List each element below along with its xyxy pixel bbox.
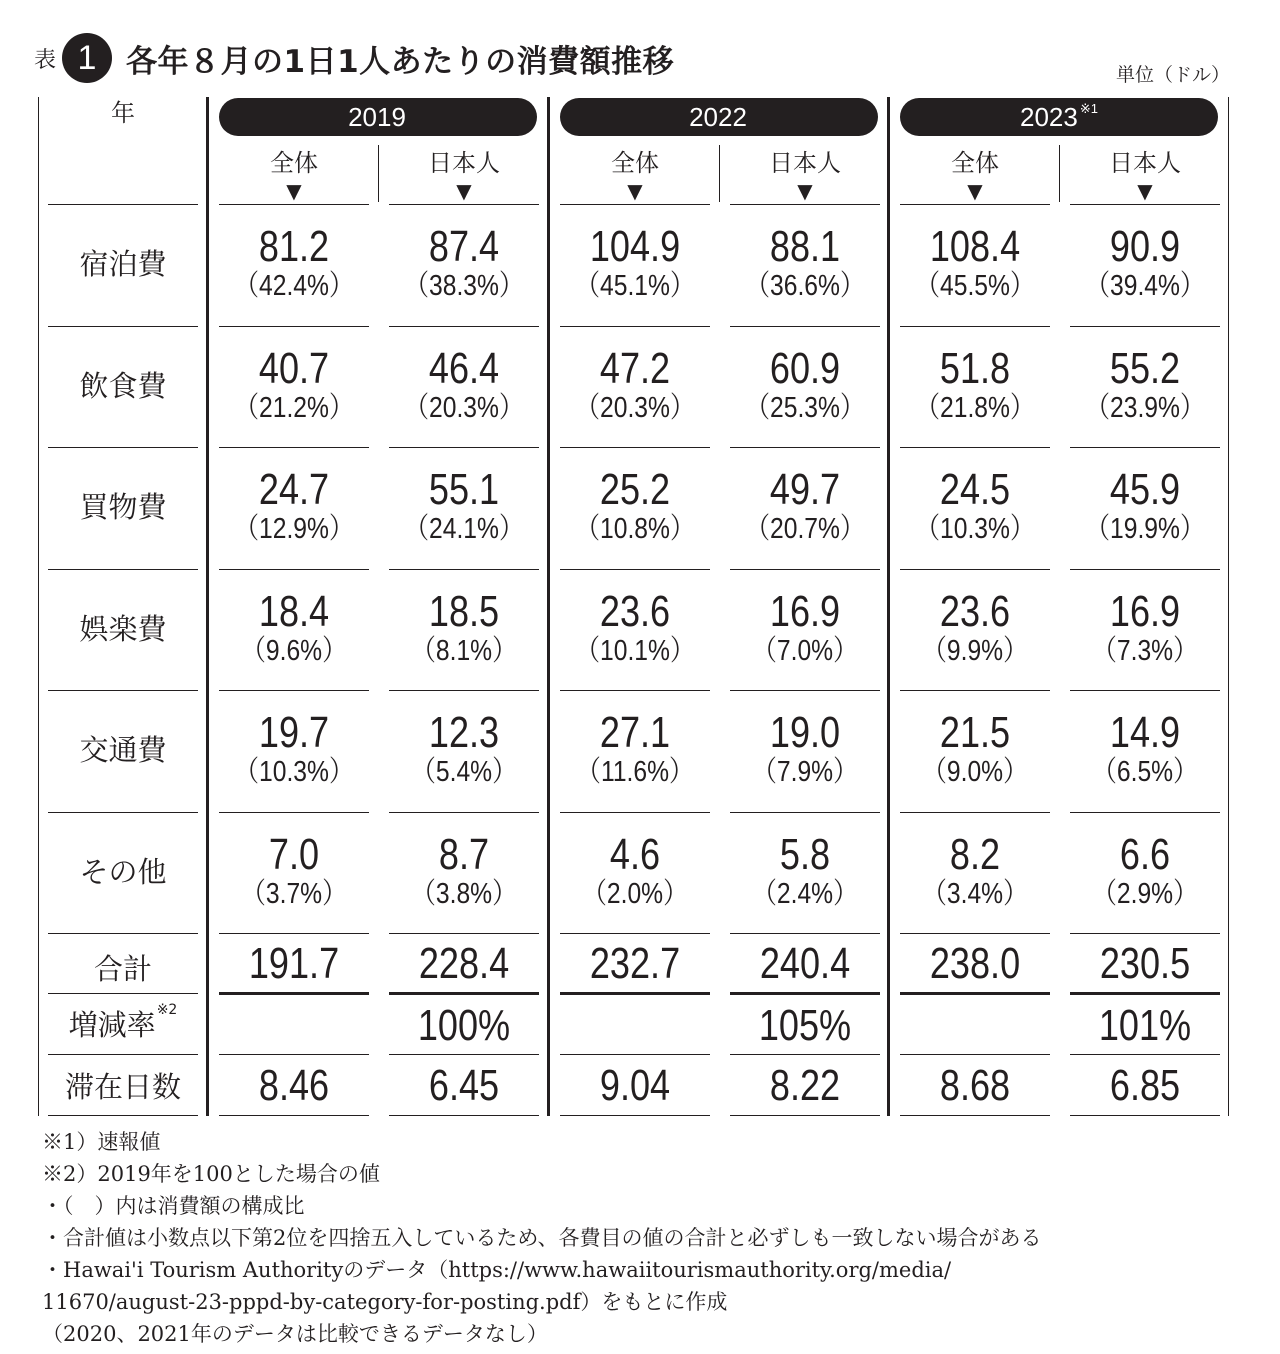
row-divider xyxy=(1070,690,1220,691)
table-cell xyxy=(560,343,710,424)
cell-share: （9.6%） xyxy=(241,634,347,667)
table-cell xyxy=(560,586,710,667)
table-cell xyxy=(560,224,710,302)
cell-value: 8.7 xyxy=(438,829,490,879)
down-arrow-icon: ▼ xyxy=(1137,179,1153,203)
change-rate-value: 100% xyxy=(417,1001,511,1050)
row-divider xyxy=(219,933,369,934)
table-divider-label xyxy=(206,97,209,1116)
row-divider xyxy=(389,1115,539,1116)
table-cell xyxy=(730,829,880,910)
row-divider xyxy=(219,326,369,327)
cell-share: （21.8%） xyxy=(915,391,1035,424)
row-divider xyxy=(219,690,369,691)
cell-value: 81.2 xyxy=(258,222,330,271)
row-divider xyxy=(1070,1115,1220,1116)
cell-value: 40.7 xyxy=(258,343,330,393)
row-divider xyxy=(48,993,198,994)
table-cell xyxy=(900,467,1050,545)
cell-value: 55.1 xyxy=(428,465,500,514)
cell-share: （12.9%） xyxy=(234,513,354,545)
table-cell xyxy=(219,467,369,545)
row-divider xyxy=(389,326,539,327)
subhead-label: 全体 xyxy=(270,149,318,177)
stay-days-value: 8.68 xyxy=(939,1061,1011,1110)
cell-share: （38.3%） xyxy=(404,270,524,302)
table-cell xyxy=(730,467,880,545)
subcolumn-divider xyxy=(719,145,720,202)
total-thick-divider xyxy=(1070,992,1220,995)
table-cell xyxy=(900,224,1050,302)
cell-value: 27.1 xyxy=(599,708,671,757)
stay-days-value: 6.85 xyxy=(1109,1061,1181,1110)
year-pill-2022: 2022 xyxy=(560,98,878,136)
table-cell xyxy=(560,710,710,788)
subhead-japanese xyxy=(1070,143,1220,202)
table-divider-2019 xyxy=(547,97,550,1116)
footnotes xyxy=(42,1126,1262,1350)
cell-share: （36.6%） xyxy=(745,270,865,302)
row-divider xyxy=(1070,933,1220,934)
cell-share: （19.9%） xyxy=(1085,513,1205,545)
row-divider xyxy=(560,569,710,570)
cell-value: 47.2 xyxy=(599,343,671,393)
row-divider xyxy=(730,1115,880,1116)
down-arrow-icon: ▼ xyxy=(627,179,643,203)
stay-days-cell xyxy=(389,1063,539,1109)
total-thick-divider xyxy=(900,992,1050,995)
down-arrow-icon: ▼ xyxy=(456,179,472,203)
row-divider xyxy=(900,1054,1050,1055)
total-value: 240.4 xyxy=(759,939,851,988)
cell-share: （42.4%） xyxy=(234,270,354,302)
table-cell xyxy=(389,224,539,302)
cell-share: （2.4%） xyxy=(752,877,858,910)
cell-share: （45.5%） xyxy=(915,270,1035,302)
stay-days-cell xyxy=(900,1063,1050,1109)
cell-value: 108.4 xyxy=(929,222,1021,271)
subhead-all xyxy=(219,143,369,202)
table-cell xyxy=(900,586,1050,667)
cell-share: （6.5%） xyxy=(1092,756,1198,788)
footnote: ・（ ）内は消費額の構成比 xyxy=(42,1194,305,1218)
total-value: 191.7 xyxy=(248,939,340,988)
cell-value: 19.7 xyxy=(258,708,330,757)
cell-share: （7.0%） xyxy=(752,634,858,667)
row-divider xyxy=(48,1054,198,1055)
subhead-label: 全体 xyxy=(611,149,659,177)
table-cell xyxy=(730,586,880,667)
subhead-all xyxy=(900,143,1050,202)
cell-value: 19.0 xyxy=(769,708,841,757)
row-divider xyxy=(219,1115,369,1116)
total-value: 232.7 xyxy=(589,939,681,988)
change-rate-cell xyxy=(1070,1003,1220,1049)
table-cell xyxy=(730,710,880,788)
table-border-right xyxy=(1228,97,1229,1116)
cell-value: 21.5 xyxy=(939,708,1011,757)
row-divider xyxy=(730,690,880,691)
row-divider xyxy=(730,812,880,813)
row-divider xyxy=(730,326,880,327)
row-divider xyxy=(1070,447,1220,448)
table-cell xyxy=(219,710,369,788)
cell-value: 7.0 xyxy=(268,829,320,879)
year-pill-2019: 2019 xyxy=(219,98,537,136)
cell-value: 51.8 xyxy=(939,343,1011,393)
cell-share: （7.3%） xyxy=(1092,634,1198,667)
total-cell xyxy=(560,941,710,987)
row-divider xyxy=(560,204,710,205)
row-divider xyxy=(900,326,1050,327)
cell-share: （10.3%） xyxy=(234,756,354,788)
row-divider xyxy=(219,1054,369,1055)
cell-value: 12.3 xyxy=(428,708,500,757)
footnote: ※2）2019年を100とした場合の値 xyxy=(42,1162,380,1186)
total-value: 228.4 xyxy=(418,939,510,988)
total-cell xyxy=(389,941,539,987)
row-divider xyxy=(730,569,880,570)
table-cell xyxy=(730,343,880,424)
cell-share: （20.7%） xyxy=(745,513,865,545)
total-label: 合計 xyxy=(93,952,152,986)
row-divider xyxy=(48,1115,198,1116)
row-label: その他 xyxy=(79,854,167,889)
cell-share: （24.1%） xyxy=(404,513,524,545)
cell-value: 6.6 xyxy=(1119,829,1171,879)
cell-value: 55.2 xyxy=(1109,343,1181,393)
cell-value: 8.2 xyxy=(949,829,1001,879)
stay-days-value: 8.22 xyxy=(769,1061,841,1110)
row-label: 飲食費 xyxy=(79,368,167,403)
row-divider xyxy=(219,569,369,570)
change-rate-cell xyxy=(730,1003,880,1049)
stay-days-value: 8.46 xyxy=(258,1061,330,1110)
row-label: 宿泊費 xyxy=(79,247,167,281)
cell-share: （23.9%） xyxy=(1085,391,1205,424)
row-divider xyxy=(560,812,710,813)
row-divider xyxy=(219,812,369,813)
cell-value: 5.8 xyxy=(779,829,831,879)
row-label: 娯楽費 xyxy=(79,611,167,646)
table-cell xyxy=(219,343,369,424)
cell-value: 16.9 xyxy=(1109,586,1181,636)
change-rate-value: 101% xyxy=(1098,1001,1192,1050)
subhead-label: 日本人 xyxy=(1109,149,1181,177)
total-value: 238.0 xyxy=(929,939,1021,988)
stay-days-value: 6.45 xyxy=(428,1061,500,1110)
stay-days-cell xyxy=(219,1063,369,1109)
cell-share: （10.3%） xyxy=(915,513,1035,545)
cell-value: 104.9 xyxy=(589,222,681,271)
row-divider xyxy=(48,204,198,205)
table-mark: 表 xyxy=(34,47,57,73)
cell-value: 23.6 xyxy=(939,586,1011,636)
row-divider xyxy=(389,569,539,570)
row-divider xyxy=(1070,812,1220,813)
row-divider xyxy=(389,204,539,205)
cell-value: 88.1 xyxy=(769,222,841,271)
table-cell xyxy=(219,586,369,667)
total-thick-divider xyxy=(730,992,880,995)
table-number-badge: 1 xyxy=(62,33,112,83)
row-divider xyxy=(900,447,1050,448)
footnote: （2020、2021年のデータは比較できるデータなし） xyxy=(42,1322,548,1346)
row-divider xyxy=(48,326,198,327)
subhead-japanese xyxy=(730,143,880,202)
cell-value: 46.4 xyxy=(428,343,500,393)
subcolumn-divider xyxy=(378,145,379,202)
table-cell xyxy=(900,829,1050,910)
row-divider xyxy=(560,933,710,934)
cell-share: （10.1%） xyxy=(575,634,695,667)
cell-share: （9.0%） xyxy=(922,756,1028,788)
row-divider xyxy=(900,690,1050,691)
cell-share: （20.3%） xyxy=(575,391,695,424)
row-divider xyxy=(389,1054,539,1055)
stay-days-cell xyxy=(560,1063,710,1109)
cell-value: 4.6 xyxy=(609,829,661,879)
cell-share: （5.4%） xyxy=(411,756,517,788)
table-cell xyxy=(219,829,369,910)
cell-value: 24.5 xyxy=(939,465,1011,514)
year-pill-2023: 2023 $^{※1}$ xyxy=(900,98,1218,136)
row-divider xyxy=(730,204,880,205)
row-divider xyxy=(48,569,198,570)
subcolumn-divider xyxy=(1059,145,1060,202)
row-label: 交通費 xyxy=(79,733,167,767)
row-divider xyxy=(560,326,710,327)
row-divider xyxy=(1070,204,1220,205)
row-divider xyxy=(730,447,880,448)
total-thick-divider xyxy=(219,992,369,995)
cell-value: 25.2 xyxy=(599,465,671,514)
row-divider xyxy=(48,933,198,934)
table-border-left xyxy=(38,97,39,1116)
table-cell xyxy=(389,829,539,910)
table-cell xyxy=(1070,343,1220,424)
cell-value: 49.7 xyxy=(769,465,841,514)
cell-share: （8.1%） xyxy=(411,634,517,667)
down-arrow-icon: ▼ xyxy=(286,179,302,203)
cell-share: （25.3%） xyxy=(745,391,865,424)
row-label: 買物費 xyxy=(79,490,167,524)
stay-days-value: 9.04 xyxy=(599,1061,671,1110)
table-cell xyxy=(1070,224,1220,302)
table-cell xyxy=(560,829,710,910)
subhead-japanese xyxy=(389,143,539,202)
cell-value: 90.9 xyxy=(1109,222,1181,271)
row-divider xyxy=(900,933,1050,934)
stay-days-label: 滞在日数 xyxy=(64,1070,181,1104)
row-divider xyxy=(219,204,369,205)
table-cell xyxy=(389,343,539,424)
footnote: ・合計値は小数点以下第2位を四捨五入しているため、各費目の値の合計と必ずしも一致しない場合がある xyxy=(42,1226,1042,1250)
change-rate-cell xyxy=(389,1003,539,1049)
row-divider xyxy=(560,1115,710,1116)
table-cell xyxy=(219,224,369,302)
cell-value: 14.9 xyxy=(1109,708,1181,757)
footnote: ・Hawai'i Tourism Authorityのデータ（https://www.hawaiitourismauthority.org/media/ xyxy=(42,1258,952,1282)
table-cell xyxy=(1070,710,1220,788)
row-divider xyxy=(560,1054,710,1055)
row-divider xyxy=(389,690,539,691)
cell-share: （3.7%） xyxy=(241,877,347,910)
cell-value: 45.9 xyxy=(1109,465,1181,514)
total-value: 230.5 xyxy=(1099,939,1191,988)
total-cell xyxy=(219,941,369,987)
total-cell xyxy=(730,941,880,987)
total-cell xyxy=(900,941,1050,987)
stay-days-cell xyxy=(730,1063,880,1109)
cell-share: （2.0%） xyxy=(582,877,688,910)
cell-share: （10.8%） xyxy=(575,513,695,545)
table-cell xyxy=(389,586,539,667)
down-arrow-icon: ▼ xyxy=(967,179,983,203)
row-divider xyxy=(1070,326,1220,327)
row-divider xyxy=(730,933,880,934)
row-divider xyxy=(48,812,198,813)
table-title xyxy=(34,30,674,86)
row-divider xyxy=(730,1054,880,1055)
cell-share: （3.4%） xyxy=(922,877,1028,910)
row-divider xyxy=(900,1115,1050,1116)
row-divider xyxy=(900,569,1050,570)
cell-share: （21.2%） xyxy=(234,391,354,424)
footnote: ※1）速報値 xyxy=(42,1130,161,1154)
unit-label: 単位（ドル） xyxy=(1115,64,1230,86)
row-divider xyxy=(1070,569,1220,570)
total-thick-divider xyxy=(560,992,710,995)
table-cell xyxy=(560,467,710,545)
subhead-label: 日本人 xyxy=(428,149,500,177)
cell-value: 16.9 xyxy=(769,586,841,636)
cell-share: （39.4%） xyxy=(1085,270,1205,302)
row-divider xyxy=(48,690,198,691)
change-rate-note: ※2 xyxy=(156,1002,178,1019)
cell-share: （3.8%） xyxy=(411,877,517,910)
subhead-label: 日本人 xyxy=(769,149,841,177)
change-rate-label xyxy=(48,1003,198,1044)
subhead-all xyxy=(560,143,710,202)
footnote: 11670/august-23-pppd-by-category-for-posting.pdf）をもとに作成 xyxy=(42,1290,728,1314)
cell-share: （2.9%） xyxy=(1092,877,1198,910)
cell-value: 24.7 xyxy=(258,465,330,514)
total-thick-divider xyxy=(389,992,539,995)
total-cell xyxy=(1070,941,1220,987)
table-cell xyxy=(1070,586,1220,667)
change-rate-value: 105% xyxy=(758,1001,852,1050)
table-cell xyxy=(389,467,539,545)
table-cell xyxy=(900,343,1050,424)
cell-value: 18.4 xyxy=(258,586,330,636)
row-divider xyxy=(560,447,710,448)
row-divider xyxy=(900,812,1050,813)
table-cell xyxy=(900,710,1050,788)
page-title: 各年８月の1日1人あたりの消費額推移 xyxy=(126,43,675,80)
table-cell xyxy=(389,710,539,788)
change-rate-text: 増減率 xyxy=(68,1008,156,1042)
table-divider-2022 xyxy=(887,97,890,1116)
cell-share: （7.9%） xyxy=(752,756,858,788)
row-divider xyxy=(389,933,539,934)
cell-share: （45.1%） xyxy=(575,270,695,302)
row-divider xyxy=(389,447,539,448)
subhead-label: 全体 xyxy=(951,149,999,177)
cell-share: （9.9%） xyxy=(922,634,1028,667)
down-arrow-icon: ▼ xyxy=(797,179,813,203)
cell-value: 60.9 xyxy=(769,343,841,393)
stay-days-cell xyxy=(1070,1063,1220,1109)
row-divider xyxy=(389,812,539,813)
row-divider xyxy=(560,690,710,691)
row-divider xyxy=(219,447,369,448)
cell-value: 18.5 xyxy=(428,586,500,636)
table-cell xyxy=(1070,829,1220,910)
row-divider xyxy=(900,204,1050,205)
table-cell xyxy=(730,224,880,302)
row-divider xyxy=(1070,1054,1220,1055)
cell-value: 23.6 xyxy=(599,586,671,636)
row-divider xyxy=(48,447,198,448)
table-cell xyxy=(1070,467,1220,545)
cell-share: （20.3%） xyxy=(404,391,524,424)
cell-share: （11.6%） xyxy=(576,756,694,788)
cell-value: 87.4 xyxy=(428,222,500,271)
year-header: 年 xyxy=(111,99,135,127)
